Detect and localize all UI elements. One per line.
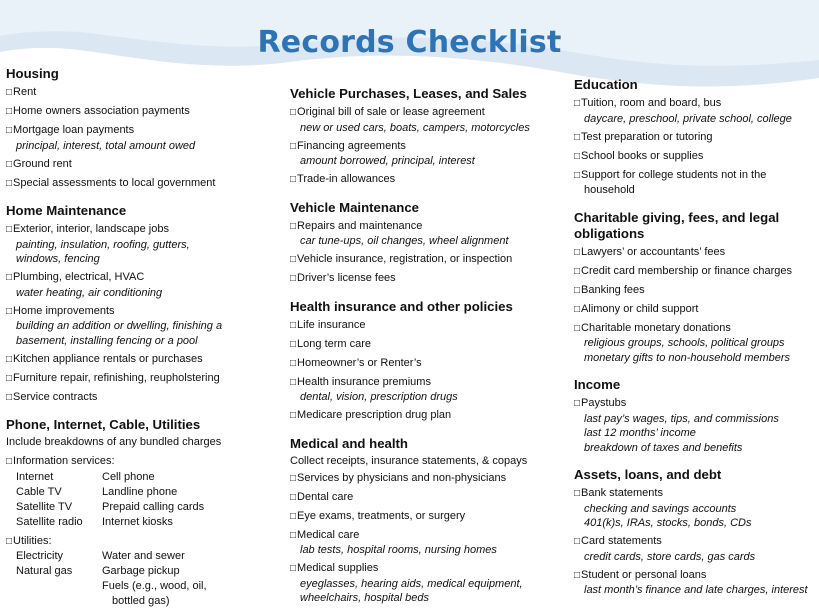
item-label: □ Tuition, room and board, bus: [574, 97, 721, 109]
item-label: □ Charitable monetary donations: [574, 322, 731, 334]
list-item: bottled gas): [112, 595, 170, 607]
section-title-continued: obligations: [574, 225, 645, 241]
item-label: □ Alimony or child support: [574, 303, 698, 315]
checklist-item[interactable]: [290, 408, 558, 424]
info-services-list: [6, 470, 276, 530]
checklist-item[interactable]: [574, 321, 814, 366]
item-label: □ Test preparation or tutoring: [574, 131, 713, 143]
item-label: □ Card statements: [574, 535, 662, 547]
item-detail: 401(k)s, IRAs, stocks, bonds, CDs: [584, 517, 752, 529]
checklist-item[interactable]: [574, 264, 814, 280]
item-detail: dental, vision, prescription drugs: [300, 391, 458, 403]
checklist-item[interactable]: [6, 371, 276, 387]
column-left: [6, 66, 276, 616]
section-assets: [574, 467, 814, 598]
checklist-item[interactable]: [290, 318, 558, 334]
section-title: Health insurance and other policies: [290, 298, 513, 314]
item-label: □ Plumbing, electrical, HVAC: [6, 271, 144, 283]
checklist-item[interactable]: [574, 568, 814, 598]
item-detail: religious groups, schools, political groups: [584, 337, 785, 349]
checklist-item[interactable]: [6, 176, 276, 192]
item-detail: windows, fencing: [16, 253, 100, 265]
section-phone-utilities: [6, 417, 276, 609]
checklist-item[interactable]: [574, 149, 814, 165]
item-label: □ Dental care: [290, 491, 353, 503]
list-item: Internet kiosks: [102, 515, 173, 528]
checklist-item[interactable]: [290, 471, 558, 487]
item-label: □ Home owners association payments: [6, 105, 190, 117]
item-detail: building an addition or dwelling, finishing a: [16, 320, 223, 332]
checklist-item[interactable]: [290, 509, 558, 525]
item-label: □ Health insurance premiums: [290, 376, 431, 388]
item-label: □ Long term care: [290, 338, 371, 350]
item-label: □ Mortgage loan payments: [6, 124, 134, 136]
item-label: □ Repairs and maintenance: [290, 220, 422, 232]
item-label: □ Driver’s license fees: [290, 272, 396, 284]
checklist-item[interactable]: [574, 130, 814, 146]
checklist-item[interactable]: [574, 245, 814, 261]
column-right: [574, 77, 814, 605]
item-label: □ Banking fees: [574, 284, 645, 296]
list-item: Electricity: [16, 550, 64, 562]
section-home-maintenance: [6, 203, 276, 405]
checklist-item[interactable]: [6, 157, 276, 173]
item-detail: last month’s finance and late charges, interest: [584, 584, 808, 596]
item-detail: new or used cars, boats, campers, motorcycles: [300, 121, 530, 134]
item-detail: last pay’s wages, tips, and commissions: [584, 412, 779, 425]
checklist-item[interactable]: [6, 352, 276, 368]
checklist-item[interactable]: [6, 304, 276, 349]
checklist-item[interactable]: [574, 283, 814, 299]
utilities-list: [6, 549, 276, 609]
item-label: □ Original bill of sale or lease agreement: [290, 106, 485, 118]
list-item: Natural gas: [16, 565, 73, 577]
list-item: Satellite radio: [16, 515, 83, 528]
section-title: Home Maintenance: [6, 203, 127, 218]
section-title: Education: [574, 77, 638, 92]
checklist-item[interactable]: [6, 390, 276, 406]
checklist-item[interactable]: [290, 375, 558, 405]
item-detail: principal, interest, total amount owed: [16, 139, 196, 152]
item-label: □ Utilities:: [6, 535, 52, 547]
checklist-item[interactable]: [6, 454, 276, 470]
section-charitable: [574, 210, 814, 366]
item-label: □ Home improvements: [6, 305, 115, 317]
item-label: □ Life insurance: [290, 319, 366, 331]
checklist-item[interactable]: [6, 85, 276, 101]
item-label: □ Furniture repair, refinishing, reupholstering: [6, 372, 220, 384]
section-medical: [290, 436, 558, 606]
section-title: Medical and health: [290, 435, 408, 451]
item-label: □ Eye exams, treatments, or surgery: [290, 510, 465, 522]
checklist-item[interactable]: [290, 337, 558, 353]
section-note: Collect receipts, insurance statements, & copays: [290, 454, 528, 467]
section-education: [574, 77, 814, 198]
checklist-item[interactable]: [574, 168, 814, 198]
item-detail: painting, insulation, roofing, gutters,: [16, 238, 190, 251]
item-detail: monetary gifts to non-household members: [584, 351, 791, 364]
checklist-item[interactable]: [290, 219, 558, 249]
item-label: □ Service contracts: [6, 391, 97, 403]
item-label: □ Information services:: [6, 455, 115, 467]
checklist-item[interactable]: [290, 271, 558, 287]
item-label: □ Paystubs: [574, 397, 626, 409]
item-label: □ Special assessments to local government: [6, 177, 215, 189]
item-detail: last 12 months’ income: [584, 427, 696, 439]
checklist-item[interactable]: [290, 356, 558, 372]
item-label: □ Ground rent: [6, 158, 72, 170]
checklist-item[interactable]: [6, 534, 276, 550]
section-title: Vehicle Maintenance: [290, 199, 419, 215]
item-label: □ Credit card membership or finance charges: [574, 265, 792, 277]
section-income: [574, 377, 814, 455]
item-label: □ Medicare prescription drug plan: [290, 409, 451, 421]
item-label: □ Medical supplies: [290, 562, 378, 574]
item-label: □ School books or supplies: [574, 150, 703, 162]
checklist-item[interactable]: [574, 534, 814, 564]
checklist-item[interactable]: [290, 139, 558, 169]
item-label: □ Services by physicians and non-physicians: [290, 472, 506, 484]
list-item: Garbage pickup: [102, 565, 180, 577]
checklist-item[interactable]: [574, 302, 814, 318]
section-housing: [6, 66, 276, 191]
item-label: □ Vehicle insurance, registration, or inspection: [290, 253, 512, 265]
checklist-item[interactable]: [574, 486, 814, 531]
checklist-item[interactable]: [290, 490, 558, 506]
item-detail: daycare, preschool, private school, college: [584, 112, 792, 125]
section-health-insurance: [290, 299, 558, 424]
item-detail: car tune-ups, oil changes, wheel alignment: [300, 235, 509, 247]
item-label: □ Rent: [6, 86, 36, 98]
list-item: Fuels (e.g., wood, oil,: [102, 580, 207, 592]
section-title: Charitable giving, fees, and legal: [574, 209, 780, 225]
checklist-item[interactable]: [6, 270, 276, 300]
checklist-item[interactable]: [574, 396, 814, 455]
column-middle: [290, 86, 558, 613]
item-label: □ Student or personal loans: [574, 569, 706, 581]
item-label: □ Bank statements: [574, 487, 663, 499]
item-detail: checking and savings accounts: [584, 502, 737, 515]
item-label: □ Trade-in allowances: [290, 173, 395, 185]
checklist-item[interactable]: [574, 96, 814, 126]
section-title: Housing: [6, 66, 59, 81]
section-title: Phone, Internet, Cable, Utilities: [6, 417, 201, 432]
checklist-item[interactable]: [290, 252, 558, 268]
section-vehicle-maintenance: [290, 200, 558, 287]
checklist-item[interactable]: [290, 105, 558, 135]
item-label: □ Financing agreements: [290, 140, 406, 152]
section-title: Income: [574, 377, 621, 392]
item-detail: breakdown of taxes and benefits: [584, 441, 743, 454]
checklist-item[interactable]: [290, 561, 558, 606]
item-label: □ Support for college students not in the: [574, 169, 766, 181]
checklist-item[interactable]: [6, 123, 276, 153]
section-note: Include breakdowns of any bundled charges: [6, 436, 222, 448]
item-detail: basement, installing fencing or a pool: [16, 334, 198, 347]
section-title: Vehicle Purchases, Leases, and Sales: [290, 86, 527, 101]
page-title: Records Checklist: [257, 25, 562, 60]
item-detail: credit cards, store cards, gas cards: [584, 550, 756, 563]
list-item: Prepaid calling cards: [102, 500, 205, 513]
item-label: □ Kitchen appliance rentals or purchases: [6, 353, 203, 365]
checklist-item[interactable]: [290, 172, 558, 188]
checklist-item[interactable]: [6, 222, 276, 267]
list-item: Internet: [16, 470, 54, 483]
item-label: □ Medical care: [290, 529, 359, 541]
item-label: □ Homeowner’s or Renter’s: [290, 357, 422, 369]
list-item: Landline phone: [102, 485, 178, 498]
section-title: Assets, loans, and debt: [574, 467, 722, 482]
list-item: Satellite TV: [16, 500, 73, 513]
section-vehicle-purchases: [290, 86, 558, 188]
checklist-item[interactable]: [290, 528, 558, 558]
list-item: Cable TV: [16, 485, 62, 498]
item-detail: wheelchairs, hospital beds: [300, 592, 430, 604]
checklist-item[interactable]: [6, 104, 276, 120]
item-label: □ Exterior, interior, landscape jobs: [6, 223, 169, 235]
item-detail: lab tests, hospital rooms, nursing homes: [300, 544, 497, 556]
item-label-continued: household: [584, 184, 635, 196]
item-label: □ Lawyers’ or accountants’ fees: [574, 246, 725, 258]
item-detail: amount borrowed, principal, interest: [300, 155, 475, 167]
item-detail: eyeglasses, hearing aids, medical equipment,: [300, 577, 523, 590]
list-item: Water and sewer: [102, 550, 185, 562]
list-item: Cell phone: [102, 470, 155, 483]
item-detail: water heating, air conditioning: [16, 286, 163, 299]
